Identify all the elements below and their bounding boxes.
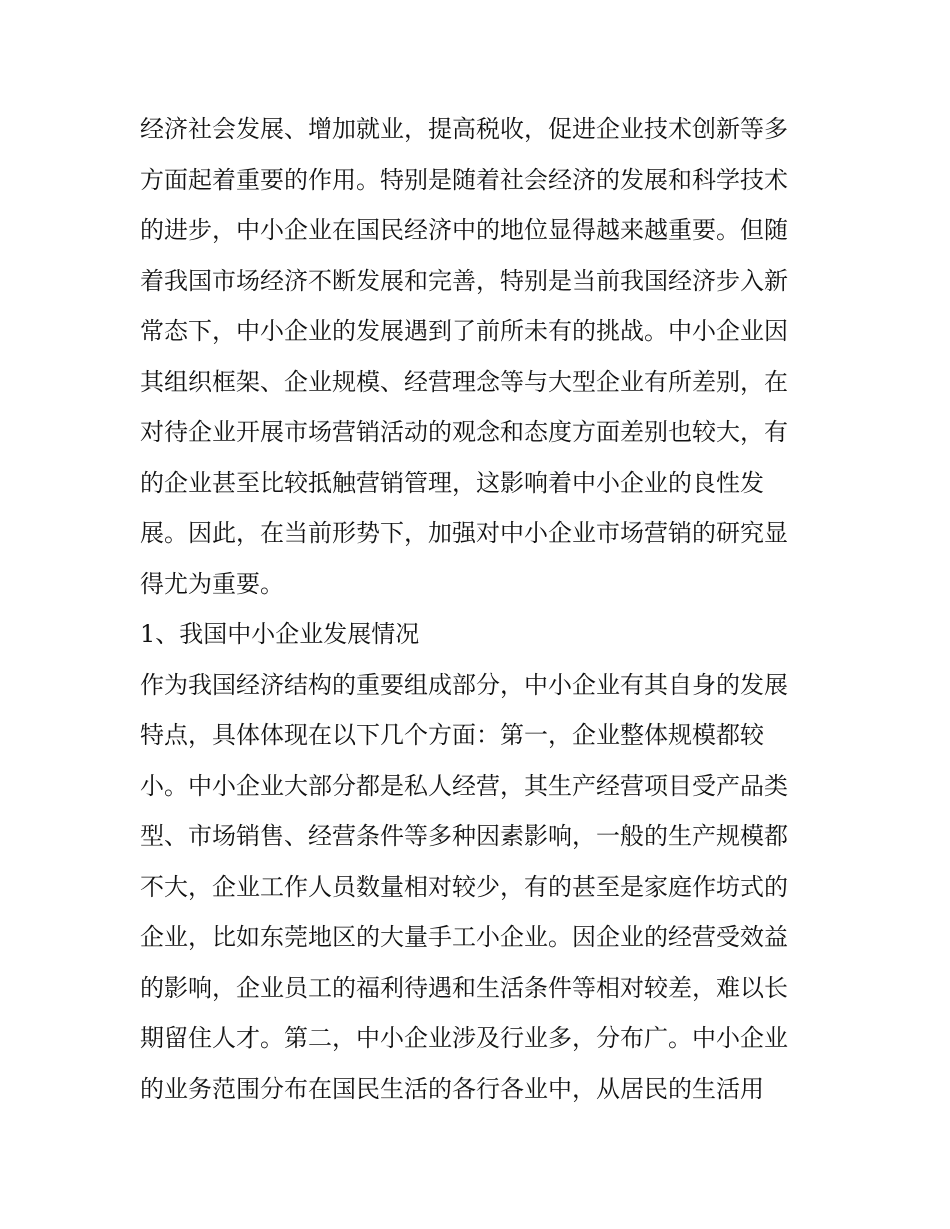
text-line: 期留住人才。第二，中小企业涉及行业多，分布广。中小企业 (140, 1024, 788, 1052)
text-line: 得尤为重要。 (140, 569, 284, 598)
text-line: 展。因此，在当前形势下，加强对中小企业市场营销的研究显 (140, 519, 788, 547)
text-line: 常态下，中小企业的发展遇到了前所未有的挑战。中小企业因 (140, 317, 788, 345)
text-line: 作为我国经济结构的重要组成部分，中小企业有其自身的发展 (140, 670, 788, 699)
section-heading: 1、我国中小企业发展情况 (140, 620, 420, 648)
text-line: 的进步，中小企业在国民经济中的地位显得越来越重要。但随 (140, 216, 788, 244)
text-line: 方面起着重要的作用。特别是随着社会经济的发展和科学技术 (140, 165, 788, 194)
paragraph-development (140, 660, 820, 1115)
text-line: 对待企业开展市场营销活动的观念和态度方面差别也较大，有 (140, 418, 788, 446)
text-line: 不大，企业工作人员数量相对较少，有的甚至是家庭作坊式的 (140, 872, 788, 901)
text-line: 的业务范围分布在国民生活的各行各业中，从居民的生活用 (140, 1074, 764, 1103)
text-line: 企业，比如东莞地区的大量手工小企业。因企业的经营受效益 (140, 923, 788, 951)
text-line: 的企业甚至比较抵触营销管理，这影响着中小企业的良性发 (140, 468, 764, 497)
text-line: 的影响，企业员工的福利待遇和生活条件等相对较差，难以长 (140, 973, 788, 1002)
text-line: 型、市场销售、经营条件等多种因素影响，一般的生产规模都 (140, 822, 788, 850)
document-body (140, 104, 820, 1114)
text-line: 经济社会发展、增加就业，提高税收，促进企业技术创新等多 (140, 115, 788, 143)
text-line: 着我国市场经济不断发展和完善，特别是当前我国经济步入新 (140, 266, 788, 295)
paragraph-intro (140, 104, 820, 609)
text-line: 其组织框架、企业规模、经营理念等与大型企业有所差别，在 (140, 367, 788, 396)
text-line: 小。中小企业大部分都是私人经营，其生产经营项目受产品类 (140, 771, 788, 800)
text-line: 特点，具体体现在以下几个方面：第一，企业整体规模都较 (140, 721, 764, 749)
